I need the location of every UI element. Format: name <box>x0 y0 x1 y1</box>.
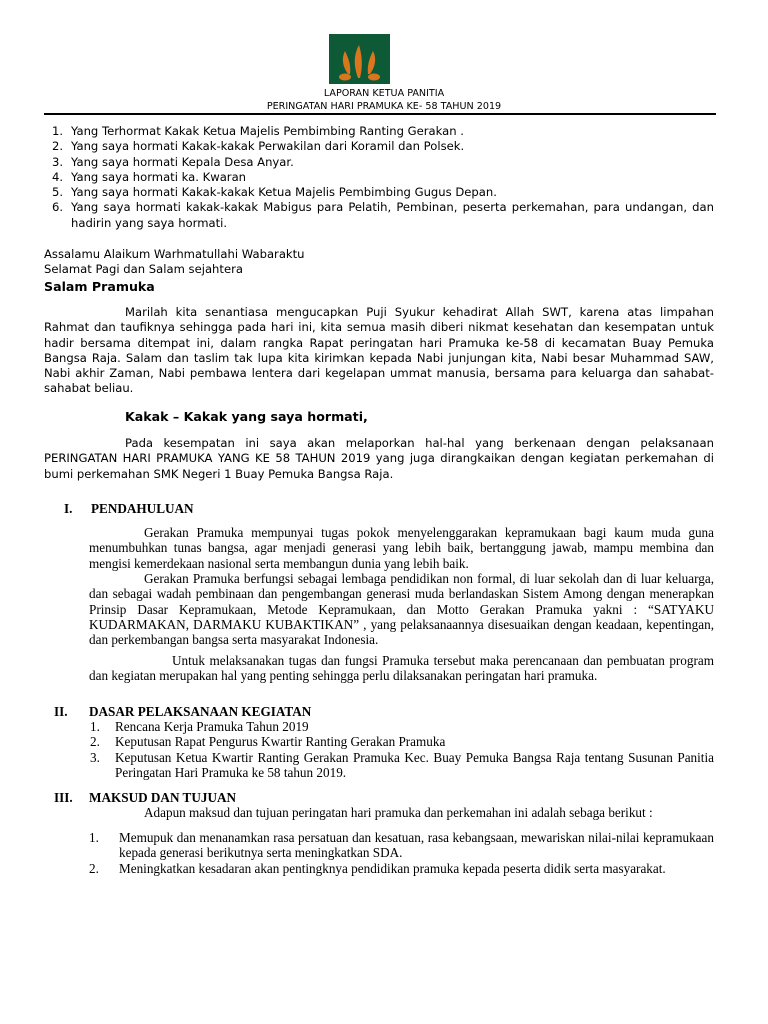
tunas-kelapa-icon <box>329 34 390 84</box>
salutation-bold: Salam Pramuka <box>44 278 155 294</box>
address-heading: Kakak – Kakak yang saya hormati, <box>125 409 368 424</box>
list-item: 2. Yang saya hormati Kakak-kakak Perwakilan dari Koramil dan Polsek. <box>52 139 465 154</box>
section-paragraph: Gerakan Pramuka mempunyai tugas pokok menyelenggarakan kepramukaan bagi kaum muda guna menumbuhkan tunas bangsa, agar menjadi generasi yang lebih baik, bertanggung jawab, mampu membina dan mengisi kemerdekaan nasional serta membangun dunia yang lebih baik. <box>89 525 714 571</box>
report-paragraph: Pada kesempatan ini saya akan melaporkan hal-hal yang berkenaan dengan pelaksanaan PERINGATAN HARI PRAMUKA YANG KE 58 TAHUN 2019 yang juga dirangkaikan dengan kegiatan perkemahan di bumi perkemahan SMK Negeri 1 Buay Pemuka Bangsa Raja. <box>44 436 714 481</box>
report-title: LAPORAN KETUA PANITIA <box>323 88 445 99</box>
header-divider <box>44 113 716 115</box>
list-item: 4. Yang saya hormati ka. Kwaran <box>52 169 247 184</box>
pramuka-logo <box>329 34 390 84</box>
list-item: 1. Memupuk dan menanamkan rasa persatuan dan kesatuan, rasa kebangsaan, mewariskan nilai-nilai kepramukaan kepada generasi berikutnya serta meningkatkan SDA. <box>89 830 714 861</box>
greetings-list <box>52 124 714 231</box>
section-title: II. DASAR PELAKSANAAN KEGIATAN <box>54 704 312 719</box>
list-item: 3. Yang saya hormati Kepala Desa Anyar. <box>52 154 294 169</box>
list-item: 1. Yang Terhormat Kakak Ketua Majelis Pembimbing Ranting Gerakan . <box>52 124 464 138</box>
list-item: 2. Keputusan Rapat Pengurus Kwartir Ranting Gerakan Pramuka <box>90 734 446 750</box>
section-pendahuluan <box>64 501 714 516</box>
salutation-line: Assalamu Alaikum Warhmatullahi Wabaraktu <box>44 247 305 261</box>
dasar-list <box>90 719 714 780</box>
salutation <box>44 247 714 294</box>
list-item: 2. Meningkatkan kesadaran akan pentingknya pendidikan pramuka kepada peserta didik serta masyarakat. <box>89 860 666 876</box>
section-dasar <box>54 704 714 719</box>
maksud-list <box>89 830 714 876</box>
section-paragraph: Gerakan Pramuka berfungsi sebagai lembaga pendidikan non formal, di luar sekolah dan di luar keluarga, dan sebagai wadah pembinaan dan pengembangan generasi muda berlandaskan Sistem Among dengan menerapkan Prinsip Dasar Kepramukaan, Metode Kepramukaan, dan Motto Gerakan Pramuka yakni : “SATYAKU KUDARMAKAN, DARMAKU KUBAKTIKAN” , yang pelaksanaannya disesuaikan dengan keadaan, kepentingan, dan perkembangan bangsa serta masyarakat Indonesia. <box>89 571 714 648</box>
intro-paragraph: Marilah kita senantiasa mengucapkan Puji Syukur kehadirat Allah SWT, karena atas limpahan Rahmat dan taufiknya sehingga pada hari ini, kita semua masih diberi nikmat kesehatan dan kesempatan untuk hadir bersama ditempat ini, dalam rangka Rapat peringatan hari Pramuka ke-58 di kecamatan Buay Pemuka Bangsa Raja. Salam dan taslim tak lupa kita kirimkan kepada Nabi junjungan kita, Nabi besar Muhammad SAW, Nabi akhir Zaman, Nabi pembawa lentera dari kegelapan ummat manusia, bersama para keluarga dan sahabat-sahabat beliau. <box>44 305 714 396</box>
list-item: 3. Keputusan Ketua Kwartir Ranting Gerakan Pramuka Kec. Buay Pemuka Bangsa Raja tentang Susunan Panitia Peringatan Hari Pramuka ke 58 tahun 2019. <box>90 749 714 780</box>
list-item: 1. Rencana Kerja Pramuka Tahun 2019 <box>90 719 309 734</box>
list-item: 6. Yang saya hormati kakak-kakak Mabigus para Pelatih, Pembinan, peserta perkemahan, para undangan, dan hadirin yang saya hormati. <box>52 200 714 230</box>
section-paragraph: Untuk melaksanakan tugas dan fungsi Pramuka tersebut maka perencanaan dan pembuatan program dan kegiatan merupakan hal yang penting sehingga perlu dilaksanakan peringatan hari pramuka. <box>89 653 714 684</box>
section-paragraph: Adapun maksud dan tujuan peringatan hari pramuka dan perkemahan ini adalah sebaga berikut : <box>144 805 653 820</box>
section-title: III. MAKSUD DAN TUJUAN <box>54 790 237 805</box>
report-subtitle: PERINGATAN HARI PRAMUKA KE- 58 TAHUN 2019 <box>266 101 502 112</box>
section-title: I. PENDAHULUAN <box>64 501 194 516</box>
list-item: 5. Yang saya hormati Kakak-kakak Ketua Majelis Pembimbing Gugus Depan. <box>52 185 497 200</box>
section-maksud <box>54 790 714 805</box>
salutation-line: Selamat Pagi dan Salam sejahtera <box>44 262 243 277</box>
